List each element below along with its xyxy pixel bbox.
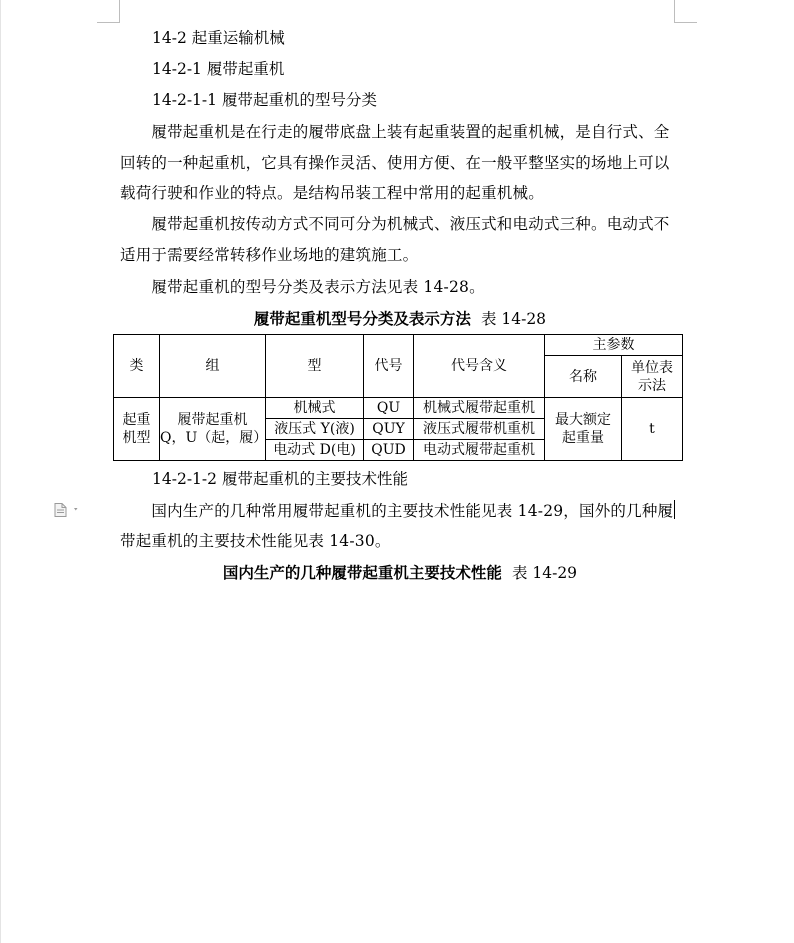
cell-class-line-1: 起重 xyxy=(122,412,151,428)
header-param-name: 名称 xyxy=(545,356,622,398)
cell-group-line-1: 履带起重机 xyxy=(177,412,248,428)
cell-code: QUY xyxy=(364,419,414,440)
paragraph-line: 载荷行驶和作业的特点。是结构吊装工程中常用的起重机械。 xyxy=(120,184,544,202)
header-main-param: 主参数 xyxy=(545,335,683,356)
cell-unit: t xyxy=(622,398,683,461)
cell-group-line-2: Q，U（起，履） xyxy=(160,430,268,446)
cell-meaning: 液压式履带机重机 xyxy=(414,419,545,440)
table-29-title: 国内生产的几种履带起重机主要技术性能 xyxy=(222,563,502,582)
cell-param-name-line-1: 最大额定 xyxy=(555,412,611,428)
header-code-meaning: 代号含义 xyxy=(414,335,545,398)
cell-class xyxy=(114,398,160,461)
cell-param-name xyxy=(545,398,622,461)
cell-code: QU xyxy=(364,398,414,419)
table-28-title: 履带起重机型号分类及表示方法 xyxy=(253,309,471,328)
paragraph-line: 回转的一种起重机，它具有操作灵活、使用方便、在一般平整坚实的场地上可以 xyxy=(120,154,670,172)
cell-group xyxy=(160,398,266,461)
table-29-number: 表 14-29 xyxy=(511,564,578,582)
heading-14-2-1: 14-2-1 履带起重机 xyxy=(152,60,285,78)
paragraph-line: 履带起重机的型号分类及表示方法见表 14-28。 xyxy=(120,278,485,296)
header-group: 组 xyxy=(160,335,266,398)
cell-meaning: 机械式履带起重机 xyxy=(414,398,545,419)
margin-corner-top-left xyxy=(97,0,120,23)
header-unit-line-2: 示法 xyxy=(638,377,666,394)
page-edge xyxy=(0,0,1,943)
paragraph-line: 履带起重机按传动方式不同可分为机械式、液压式和电动式三种。电动式不 xyxy=(120,215,670,233)
cell-meaning: 电动式履带起重机 xyxy=(414,440,545,461)
table-29-caption xyxy=(120,563,680,583)
paragraph-line-text: 国内生产的几种常用履带起重机的主要技术性能见表 14-29，国外的几种履 xyxy=(120,502,674,520)
cell-type: 电动式 D(电) xyxy=(266,440,364,461)
heading-14-2-1-1: 14-2-1-1 履带起重机的型号分类 xyxy=(152,91,377,109)
cell-type: 机械式 xyxy=(266,398,364,419)
header-unit xyxy=(622,356,683,398)
heading-14-2-1-2: 14-2-1-2 履带起重机的主要技术性能 xyxy=(152,470,408,488)
paragraph-line: 履带起重机是在行走的履带底盘上装有起重装置的起重机械，是自行式、全 xyxy=(120,123,670,141)
cell-param-name-line-2: 起重量 xyxy=(562,430,604,446)
cell-code: QUD xyxy=(364,440,414,461)
document-icon[interactable] xyxy=(54,502,84,516)
cell-class-line-2: 机型 xyxy=(122,430,151,446)
paragraph-line: 带起重机的主要技术性能见表 14-30。 xyxy=(120,532,391,550)
heading-14-2: 14-2 起重运输机械 xyxy=(152,29,285,47)
text-cursor xyxy=(674,500,675,519)
header-type: 型 xyxy=(266,335,364,398)
cell-type: 液压式 Y(液) xyxy=(266,419,364,440)
header-class: 类 xyxy=(114,335,160,398)
margin-corner-top-right xyxy=(674,0,697,23)
paragraph-line: 适用于需要经常转移作业场地的建筑施工。 xyxy=(120,246,419,264)
table-28-number: 表 14-28 xyxy=(480,310,547,328)
table-28-caption xyxy=(120,309,680,329)
paragraph-line xyxy=(120,500,680,521)
header-unit-line-1: 单位表 xyxy=(631,359,673,376)
header-code: 代号 xyxy=(364,335,414,398)
table-14-28 xyxy=(113,334,683,461)
